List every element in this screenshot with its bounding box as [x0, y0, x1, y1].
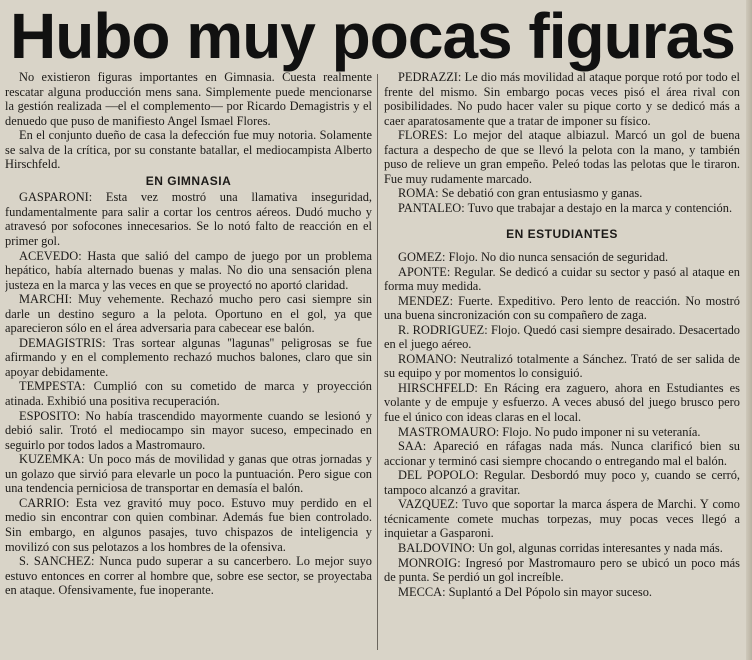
player-rating: MARCHI: Muy vehemente. Rechazó mucho pero casi siempre sin darle un destino seguro a la pelota. Oportuno en el gol, ya que aparecieron sólo en el área adversaria para cabecear ese balón. — [5, 292, 372, 336]
player-rating: ROMANO: Neutralizó totalmente a Sánchez. Trató de ser salida de su equipo y por momentos lo consiguió. — [384, 351, 740, 381]
player-rating: PEDRAZZI: Le dio más movilidad al ataque porque rotó por todo el frente del mismo. Sin embargo pocas veces pisó el área rival con posibilidades. No pudo hacer valer su pique corto y se dedicó más a caer aparatosamente que a tratar de imponer su físico. — [384, 70, 740, 128]
player-rating: KUZEMKA: Un poco más de movilidad y ganas que otras jornadas y un golazo que sirvió para elevarle un poco la puntuación. Pero sigue con una tendencia perniciosa de transportar en demasía el balón. — [5, 452, 372, 496]
player-rating: MECCA: Suplantó a Del Pópolo sin mayor suceso. — [398, 584, 652, 599]
page-edge — [746, 0, 752, 660]
player-rating: MONROIG: Ingresó por Mastromauro pero se ubicó un poco más de punta. Se perdió un gol increíble. — [384, 555, 740, 585]
player-rating: ACEVEDO: Hasta que salió del campo de juego por un problema hepático, había alternado buenas y malas. No dio una sensación plena justeza en la marca y las veces en que se proyectó no aportó claridad. — [5, 248, 372, 292]
player-rating: S. SANCHEZ: Nunca pudo superar a su cancerbero. Lo mejor suyo estuvo entonces en correr al hombre que, sobre ese sector, se proyectaba en ataque. Ofensivamente, fue inoperante. — [5, 554, 372, 598]
player-rating: PANTALEO: Tuvo que trabajar a destajo en la marca y contención. — [398, 200, 733, 215]
player-rating: GASPARONI: Esta vez mostró una llamativa inseguridad, fundamentalmente para salir a cortar los centros aéreos. Dudó mucho y atravesó por sofocones innecesarios. Se lo notó falto de reacción en el primer gol. — [5, 190, 372, 249]
player-rating: ROMA: Se debatió con gran entusiasmo y ganas. — [398, 186, 643, 201]
section-heading-estudiantes: EN ESTUDIANTES — [506, 227, 618, 242]
column-divider — [377, 74, 378, 650]
player-rating: CARRIO: Esta vez gravitó muy poco. Estuvo muy perdido en el medio sin encontrar con quien combinar. Además fue bien controlado. Sin embargo, en algunos pasajes, tuvo chispazos de inteligencia y movilizó con sus pelotazos a los hombres de la ofensiva. — [5, 495, 372, 554]
player-rating: SAA: Apareció en ráfagas nada más. Nunca clarificó bien su accionar y terminó casi siempre chocando o entregando mal el balón. — [384, 439, 740, 468]
right-column — [384, 70, 740, 654]
section-heading-gimnasia: EN GIMNASIA — [145, 173, 232, 188]
player-rating: DEMAGISTRIS: Tras sortear algunas ''lagunas'' peligrosas se fue afirmando y en el complemento rechazó muchos balones, claro que sin apoyar debidamente. — [5, 335, 372, 379]
player-rating: TEMPESTA: Cumplió con su cometido de marca y proyección atinada. Exhibió una positiva recuperación. — [5, 379, 372, 409]
player-rating: R. RODRIGUEZ: Flojo. Quedó casi siempre desairado. Desacertado en el juego aéreo. — [384, 322, 740, 352]
player-rating: FLORES: Lo mejor del ataque albiazul. Marcó un gol de buena factura a despecho de que se llevó la pelota con la mano, y también puso de relieve un gran empeño. Peleó todas las pelotas que le tiraron. Fue muy rudamente marcado. — [384, 128, 740, 186]
player-rating: MENDEZ: Fuerte. Expeditivo. Pero lento de reacción. No mostró una buena sincronización con su compañero de zaga. — [384, 293, 740, 323]
intro-paragraph: No existieron figuras importantes en Gimnasia. Cuesta realmente rescatar alguna producción mens sana. Simplemente puede mencionarse la gestión realizada —el el complemento— por Ricardo Demagistris y el denuedo que puso de manifiesto Angel Ismael Flores. — [5, 70, 372, 128]
player-rating: DEL POPOLO: Regular. Desbordó muy poco y, cuando se cerró, tampoco alcanzó a gravitar. — [384, 468, 740, 497]
player-rating: BALDOVINO: Un gol, algunas corridas interesantes y nada más. — [398, 540, 723, 555]
player-rating: MASTROMAURO: Flojo. No pudo imponer ni su veteranía. — [398, 424, 701, 439]
player-rating: GOMEZ: Flojo. No dio nunca sensación de seguridad. — [398, 250, 669, 265]
player-rating: VAZQUEZ: Tuvo que soportar la marca áspera de Marchi. Y como técnicamente comete muchas torpezas, muy pocas veces llegó a inquietar a Gasparoni. — [384, 497, 740, 541]
player-rating: ESPOSITO: No había trascendido mayormente cuando se lesionó y debió salir. Trotó el mediocampo sin mayor suceso, empecinado en seguirlo por todos lados a Mastromauro. — [5, 408, 372, 452]
headline: Hubo muy pocas figuras — [10, 0, 735, 72]
player-rating: HIRSCHFELD: En Rácing era zaguero, ahora en Estudiantes es volante y de empuje y esfuerzo. A veces abusó del juego brusco pero fue el único con ideas claras en el local. — [384, 380, 740, 425]
left-column — [5, 70, 372, 654]
intro-paragraph: En el conjunto dueño de casa la defección fue muy notoria. Solamente se salva de la crítica, por su constante batallar, el mediocampista Alberto Hirschfeld. — [5, 128, 372, 172]
player-rating: APONTE: Regular. Se dedicó a cuidar su sector y pasó al ataque en forma muy medida. — [384, 264, 740, 294]
